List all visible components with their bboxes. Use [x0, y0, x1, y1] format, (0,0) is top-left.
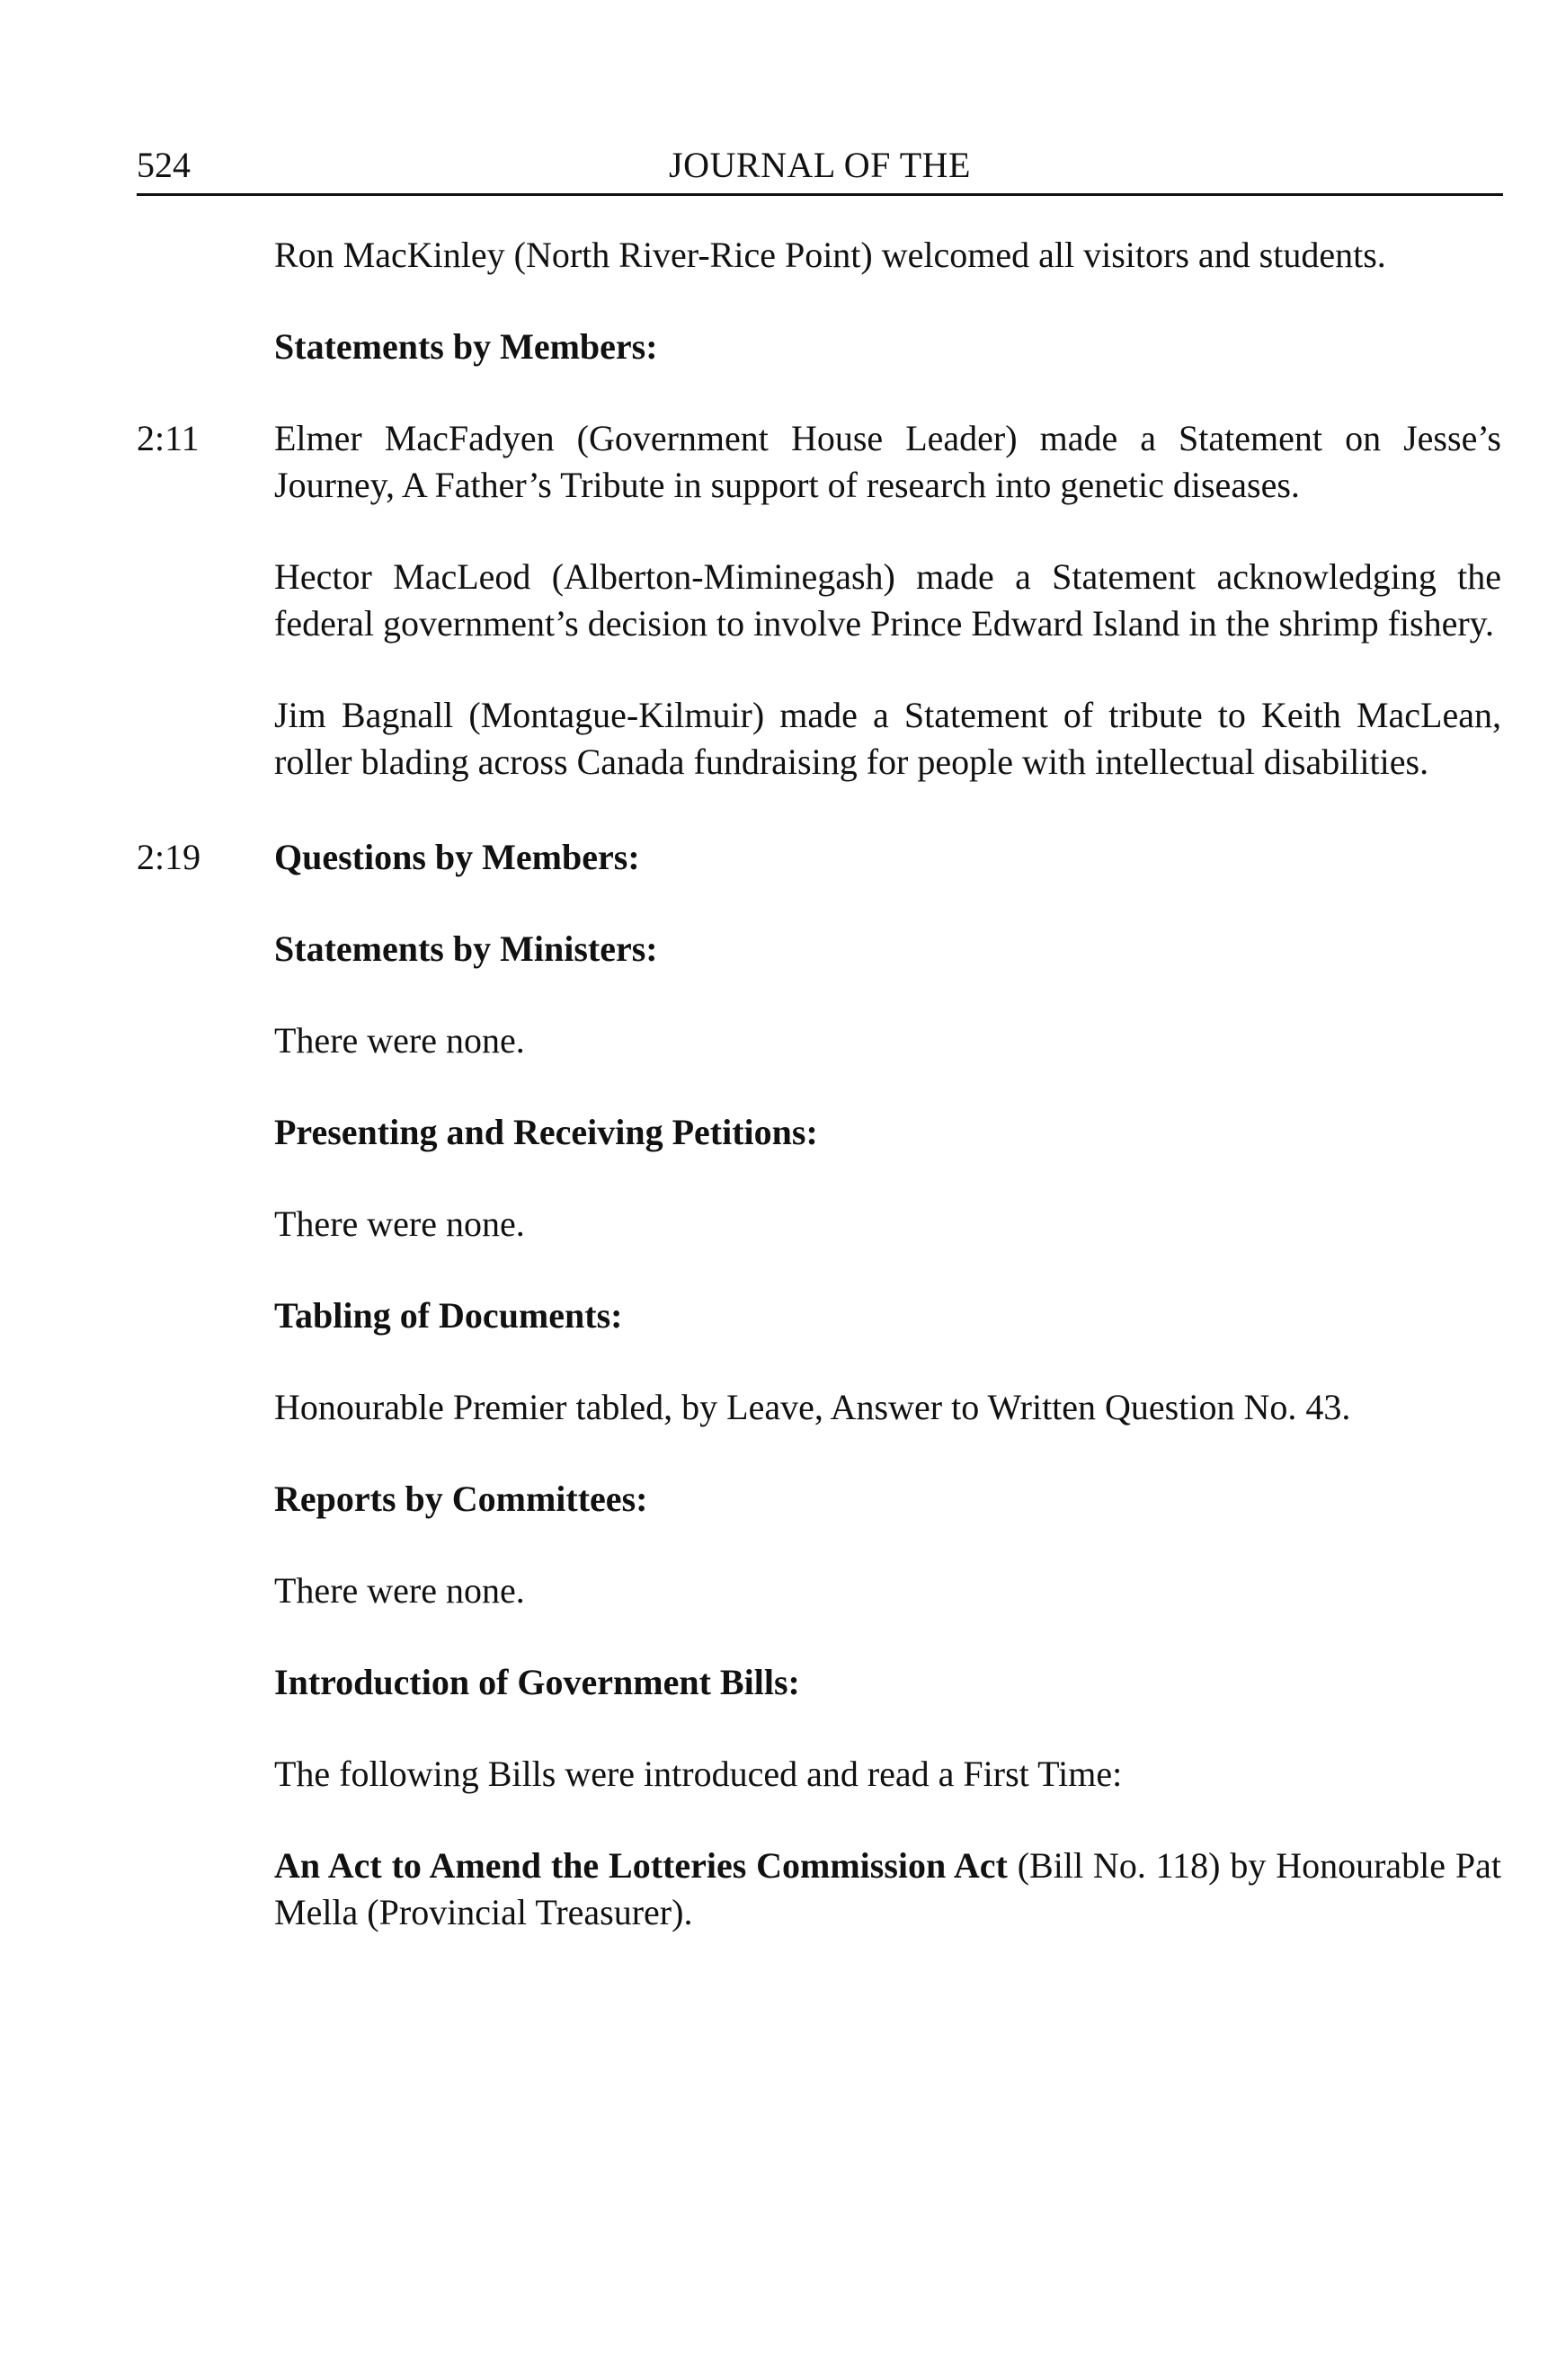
statement-entry-3: [0, 692, 1557, 786]
running-head: JOURNAL OF THE: [669, 145, 971, 185]
petitions-section: [0, 1109, 1557, 1248]
questions-section: [0, 834, 1557, 881]
bill-title: An Act to Amend the Lotteries Commission Act: [274, 1845, 1008, 1886]
page-number: 524: [137, 145, 191, 185]
committees-heading: Reports by Committees:: [274, 1479, 648, 1519]
statements-by-members-heading: Statements by Members:: [274, 326, 658, 367]
statements-by-members-section: [0, 324, 1557, 370]
ministers-heading: Statements by Ministers:: [274, 928, 658, 969]
committees-text: There were none.: [274, 1570, 525, 1611]
statement-text: Hector MacLeod (Alberton-Miminegash) made a Statement acknowledging the federal government’s decision to involve Prince Edward Island in the shrimp fishery.: [274, 556, 1501, 644]
ministers-section: [0, 926, 1557, 1064]
journal-body: [0, 232, 1557, 1936]
tabling-section: [0, 1292, 1557, 1431]
tabling-text: Honourable Premier tabled, by Leave, Answer to Written Question No. 43.: [274, 1387, 1351, 1427]
bills-intro: The following Bills were introduced and read a First Time:: [274, 1754, 1123, 1794]
bills-section: [0, 1659, 1557, 1936]
header-rule: [137, 193, 1503, 196]
questions-heading: Questions by Members:: [274, 837, 640, 877]
petitions-text: There were none.: [274, 1203, 525, 1244]
petitions-heading: Presenting and Receiving Petitions:: [274, 1112, 818, 1152]
statement-text: Jim Bagnall (Montague-Kilmuir) made a Statement of tribute to Keith MacLean, roller blading across Canada fundraising for people with intellectual disabilities.: [274, 695, 1501, 782]
committees-section: [0, 1476, 1557, 1614]
statement-text: Elmer MacFadyen (Government House Leader) made a Statement on Jesse’s Journey, A Father’s Tribute in support of research into genetic diseases.: [274, 418, 1501, 505]
welcome-text: Ron MacKinley (North River-Rice Point) welcomed all visitors and students.: [274, 235, 1386, 275]
bill-details: (Bill No. 118) by Honourable Pat Mella (Provincial Treasurer).: [274, 1845, 1502, 1932]
welcome-entry: [0, 232, 1557, 279]
statement-entry-2: [0, 554, 1557, 647]
tabling-heading: Tabling of Documents:: [274, 1295, 623, 1336]
time-stamp: 2:19: [137, 837, 201, 877]
time-stamp: 2:11: [137, 418, 200, 458]
bills-heading: Introduction of Government Bills:: [274, 1662, 800, 1702]
bill-entry: [274, 1843, 1501, 1936]
ministers-text: There were none.: [274, 1020, 525, 1061]
page-header: [137, 135, 1503, 198]
statement-entry-1: [0, 415, 1557, 509]
